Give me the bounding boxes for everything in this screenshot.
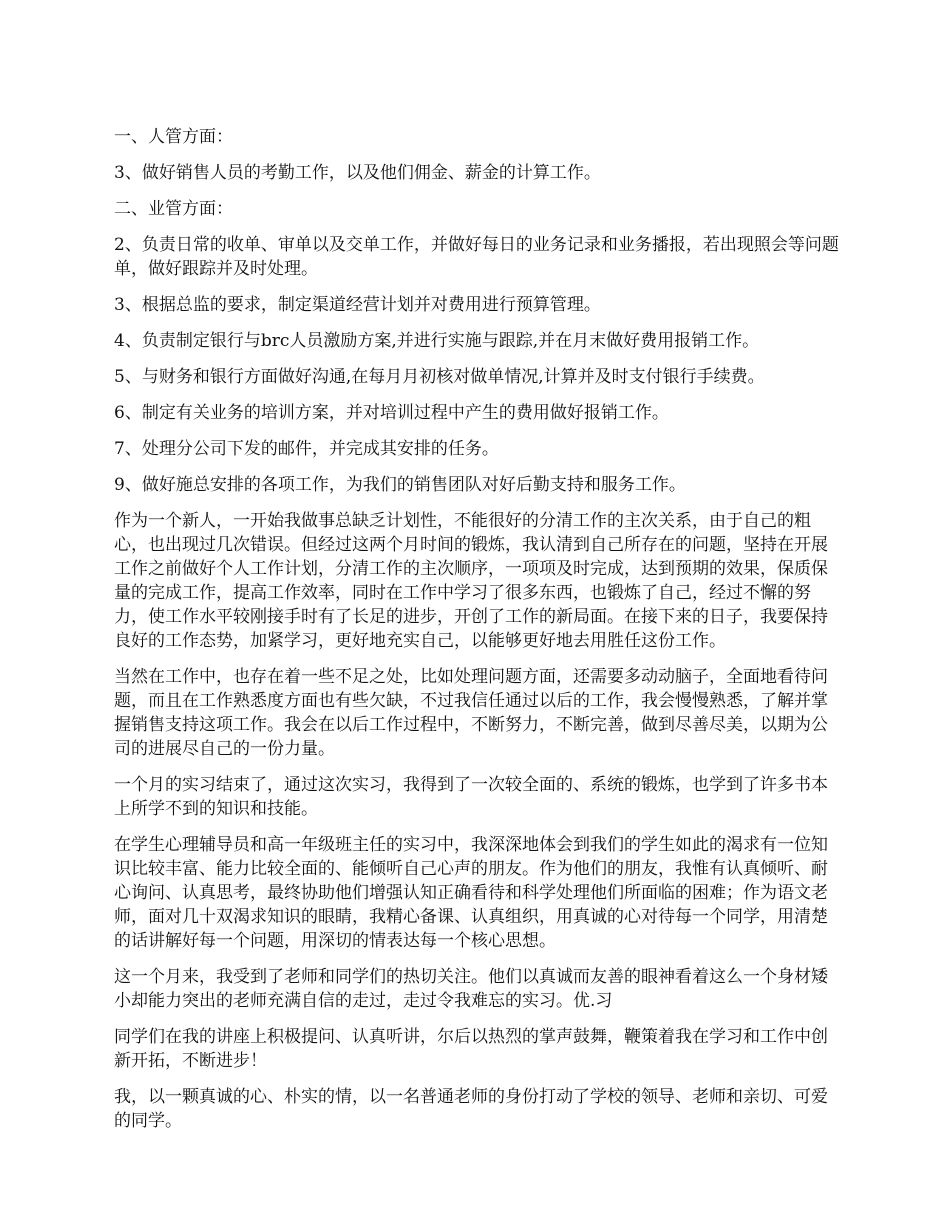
list-item: 7、处理分公司下发的邮件，并完成其安排的任务。 <box>114 439 499 459</box>
list-item: 6、制定有关业务的培训方案，并对培训过程中产生的费用做好报销工作。 <box>114 403 669 423</box>
body-paragraph: 同学们在我的讲座上积极提问、认真听讲，尔后以热烈的掌声鼓舞，鞭策着我在学习和工作中创新开拓，不断进步！ <box>114 1027 828 1071</box>
list-item: 3、做好销售人员的考勤工作，以及他们佣金、薪金的计算工作。 <box>114 163 601 183</box>
section-heading-business: 二、业管方面： <box>114 199 233 219</box>
body-paragraph: 这一个月来，我受到了老师和同学们的热切关注。他们以真诚而友善的眼神看着这么一个身材矮小却能力突出的老师充满自信的走过，走过令我难忘的实习。优.习 <box>114 967 828 1011</box>
body-paragraph: 一个月的实习结束了，通过这次实习，我得到了一次较全面的、系统的锻炼，也学到了许多书本上所学不到的知识和技能。 <box>114 775 828 819</box>
list-item: 9、做好施总安排的各项工作，为我们的销售团队对好后勤支持和服务工作。 <box>114 475 686 495</box>
body-paragraph: 在学生心理辅导员和高一年级班主任的实习中，我深深地体会到我们的学生如此的渴求有一位知识比较丰富、能力比较全面的、能倾听自己心声的朋友。作为他们的朋友，我惟有认真倾听、耐心询问、认真思考，最终协助他们增强认知正确看待和科学处理他们所面临的困难；作为语文老师，面对几十双渴求知识的眼睛，我精心备课、认真组织，用真诚的心对待每一个同学，用清楚的话讲解好每一个问题，用深切的情表达每一个核心思想。 <box>114 835 828 951</box>
document-body <box>114 125 840 1145</box>
list-item: 2、负责日常的收单、审单以及交单工作，并做好每日的业务记录和业务播报，若出现照会等问题单，做好跟踪并及时处理。 <box>114 235 839 279</box>
body-paragraph: 我，以一颗真诚的心、朴实的情，以一名普通老师的身份打动了学校的领导、老师和亲切、可爱的同学。 <box>114 1087 828 1131</box>
body-paragraph: 作为一个新人，一开始我做事总缺乏计划性，不能很好的分清工作的主次关系，由于自己的粗心，也出现过几次错误。但经过这两个月时间的锻炼，我认清到自己所存在的问题，坚持在开展工作之前做好个人工作计划，分清工作的主次顺序，一项项及时完成，达到预期的效果，保质保量的完成工作，提高工作效率，同时在工作中学习了很多东西，也锻炼了自己，经过不懈的努力，使工作水平较刚接手时有了长足的进步，开创了工作的新局面。在接下来的日子，我要保持良好的工作态势，加紧学习，更好地充实自己，以能够更好地去用胜任这份工作。 <box>114 511 828 651</box>
section-heading-personnel: 一、人管方面： <box>114 127 233 147</box>
list-item: 4、负责制定银行与brc人员激励方案,并进行实施与跟踪,并在月末做好费用报销工作。 <box>114 331 760 351</box>
body-paragraph: 当然在工作中，也存在着一些不足之处，比如处理问题方面，还需要多动动脑子，全面地看待问题，而且在工作熟悉度方面也有些欠缺，不过我信任通过以后的工作，我会慢慢熟悉，了解并掌握销售支持这项工作。我会在以后工作过程中，不断努力，不断完善，做到尽善尽美，以期为公司的进展尽自己的一份力量。 <box>114 667 828 759</box>
list-item: 3、根据总监的要求，制定渠道经营计划并对费用进行预算管理。 <box>114 295 601 315</box>
list-item: 5、与财务和银行方面做好沟通,在每月月初核对做单情况,计算并及时支付银行手续费。 <box>114 367 765 387</box>
